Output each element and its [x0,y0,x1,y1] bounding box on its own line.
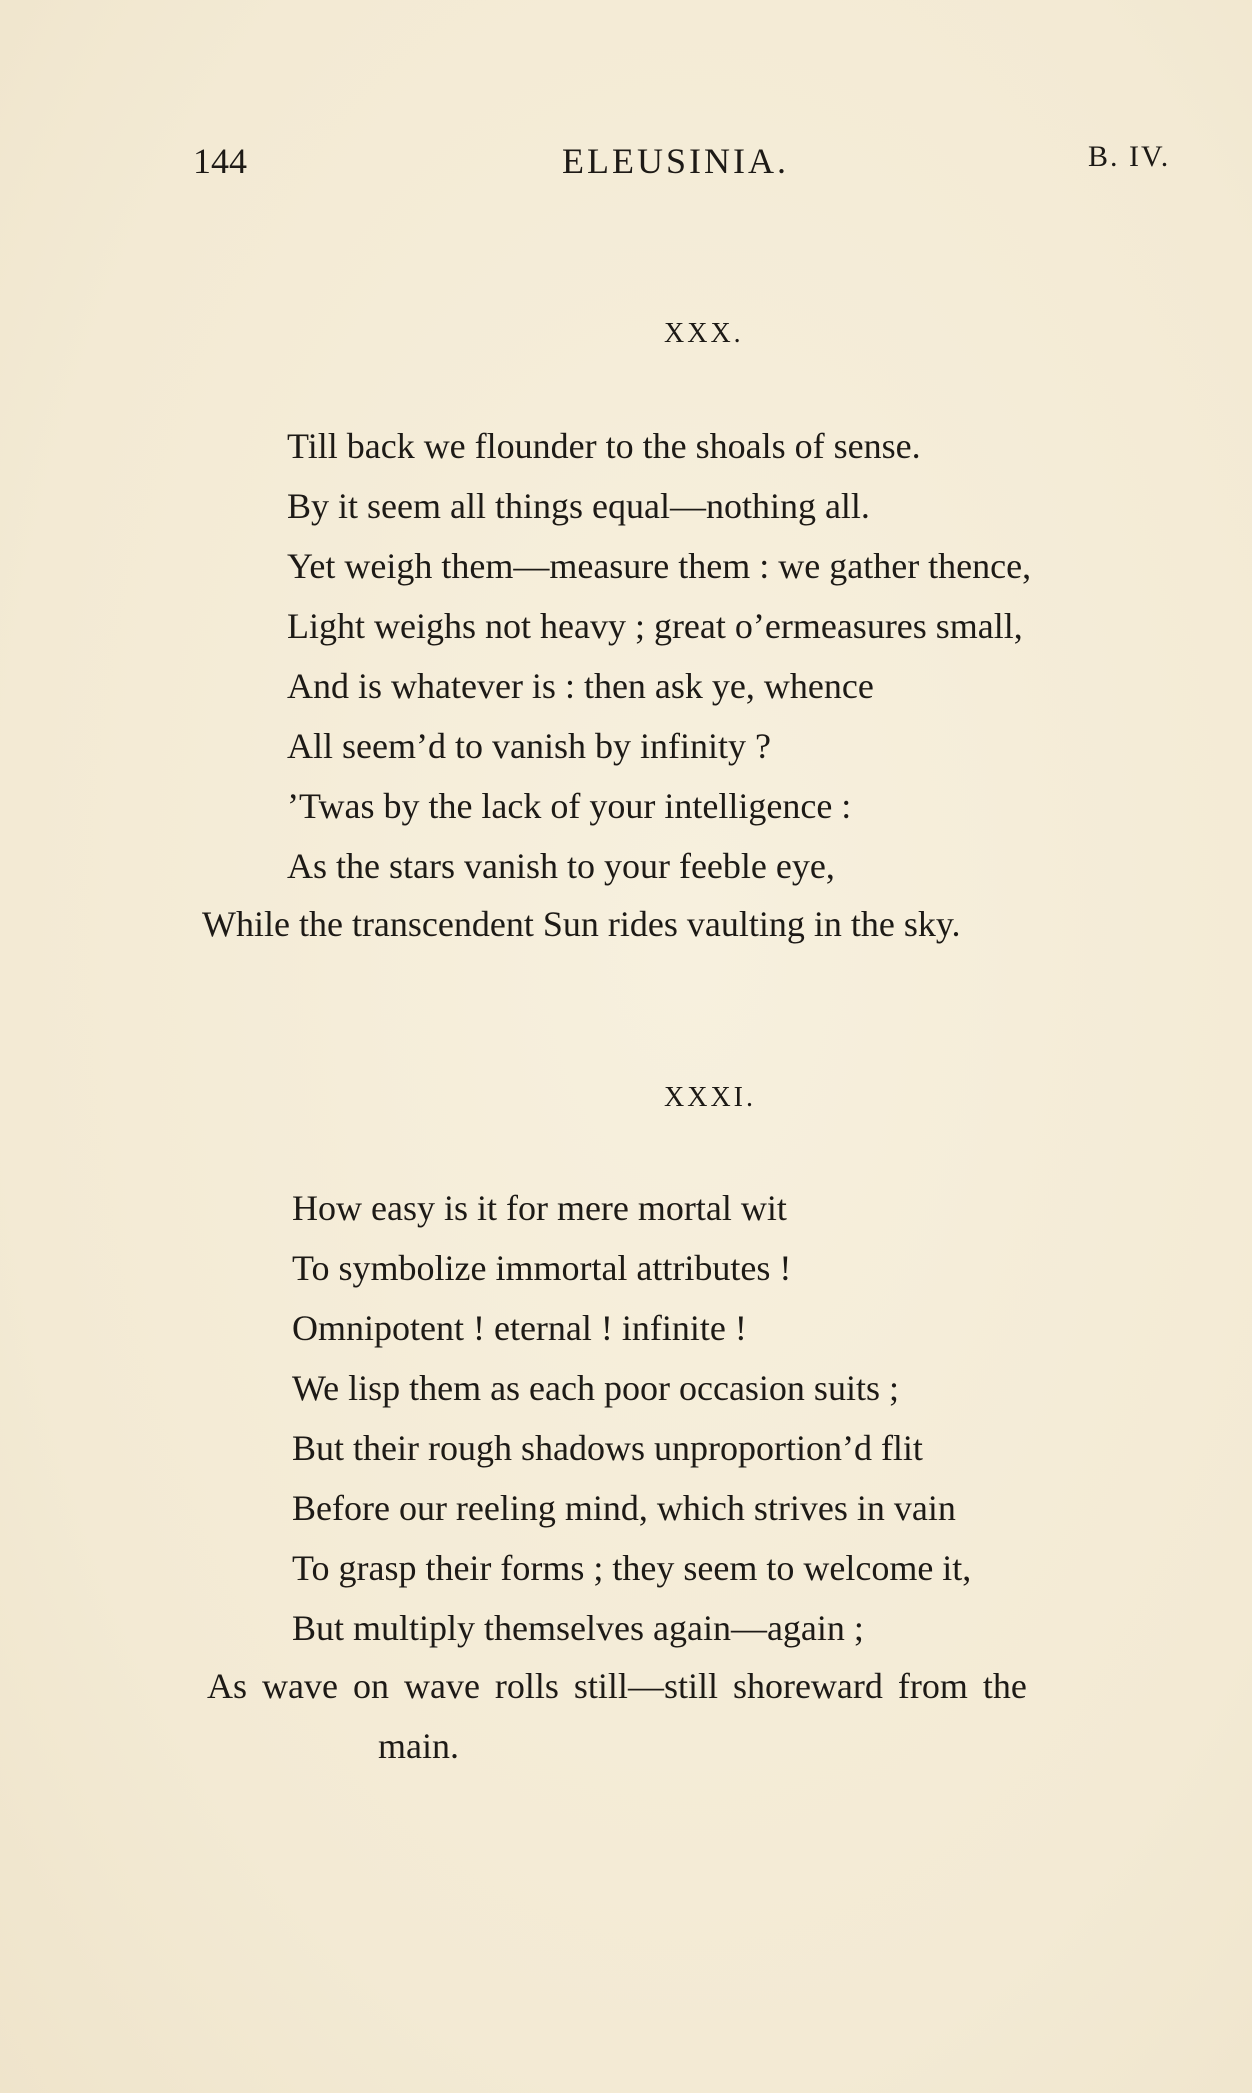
verse-line: As wave on wave rolls still—still shoreward from the [207,1666,1027,1706]
verse-line: Before our reeling mind, which strives in vain [292,1488,956,1528]
verse-line: Till back we flounder to the shoals of sense. [287,426,921,466]
running-title: ELEUSINIA. [562,141,789,181]
verse-line: But multiply themselves again—again ; [292,1608,864,1648]
verse-line: main. [378,1726,459,1766]
book-reference: B. IV. [1088,140,1171,173]
verse-line: We lisp them as each poor occasion suits ; [292,1368,899,1408]
verse-line: All seem’d to vanish by infinity ? [287,726,771,766]
verse-line: To symbolize immortal attributes ! [292,1248,792,1288]
verse-line: ’Twas by the lack of your intelligence : [287,786,852,826]
verse-line: Yet weigh them—measure them : we gather thence, [287,546,1032,586]
verse-line: To grasp their forms ; they seem to welcome it, [292,1548,972,1588]
verse-line: How easy is it for mere mortal wit [292,1188,787,1228]
verse-line: By it seem all things equal—nothing all. [287,486,870,526]
running-head [0,140,1252,186]
verse-line: But their rough shadows unproportion’d flit [292,1428,923,1468]
stanza-number: XXX. [664,318,744,349]
stanza-number: XXXI. [664,1082,756,1113]
verse-line: Omnipotent ! eternal ! infinite ! [292,1308,747,1348]
page-number: 144 [193,141,247,181]
verse-line: Light weighs not heavy ; great o’ermeasures small, [287,606,1023,646]
verse-line: While the transcendent Sun rides vaulting in the sky. [202,904,961,944]
verse-line: And is whatever is : then ask ye, whence [287,666,874,706]
verse-line: As the stars vanish to your feeble eye, [287,846,835,886]
